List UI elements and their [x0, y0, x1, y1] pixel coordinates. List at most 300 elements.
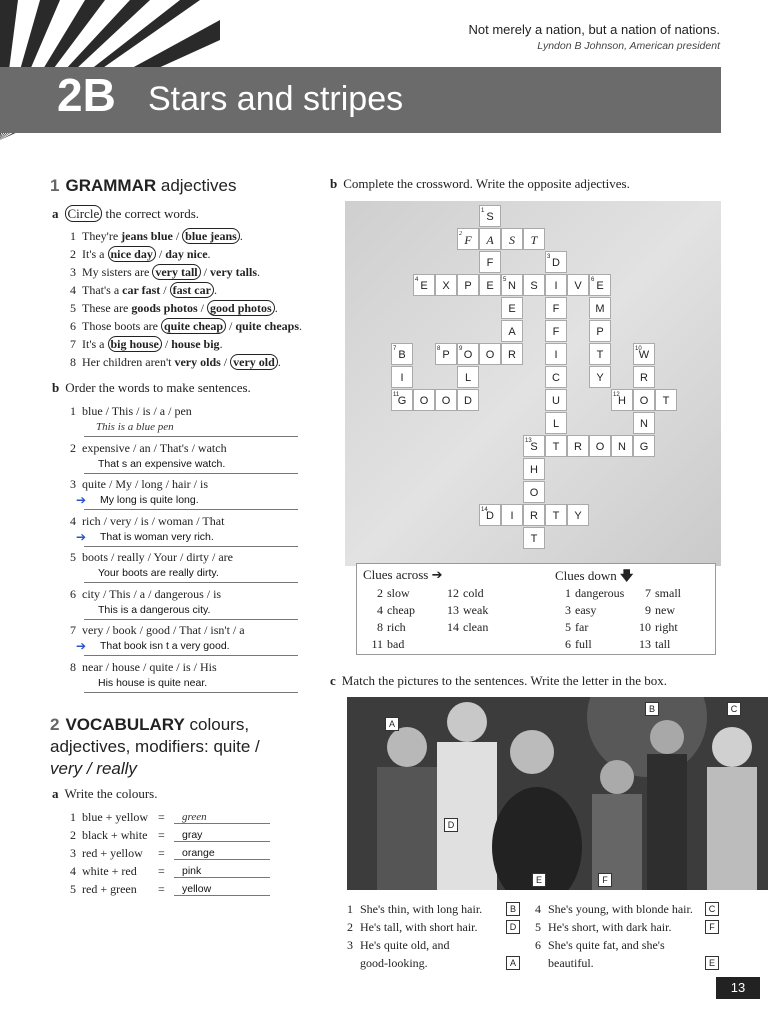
clue-number: 13 [447, 603, 459, 617]
crossword-cell: O [479, 343, 501, 365]
picture-label-b: B [645, 699, 659, 717]
answer-text: That book isn t a very good. [100, 640, 230, 652]
clue-number: 4 [415, 277, 419, 283]
clue-entry [443, 586, 519, 603]
grammar-a-item [70, 263, 330, 281]
grammar-b-item [70, 439, 300, 476]
option-two: house big [171, 337, 220, 351]
crossword-cell: T [523, 228, 545, 250]
crossword-cell: I [545, 274, 567, 296]
item-number: 4 [70, 864, 76, 878]
item-prefix: My sisters are [82, 265, 153, 279]
answer-box: D [506, 920, 520, 934]
word-prompt [70, 621, 300, 639]
grammar-b-item [70, 658, 300, 695]
match-sentence [347, 900, 532, 918]
grammar-b-instruction: b Order the words to make sentences. [52, 380, 251, 395]
answer-line [84, 566, 298, 583]
item-prefix: It's a [82, 337, 108, 351]
answer-box: E [705, 956, 719, 970]
clue-number: 11 [393, 392, 400, 398]
crossword-cell: U [545, 389, 567, 411]
grammar-b-item [70, 512, 300, 549]
crossword-cell: X [435, 274, 457, 296]
clue-entry [635, 637, 715, 654]
word-prompt [70, 402, 300, 420]
option-separator: / [200, 265, 210, 279]
crossword-cell: T [545, 435, 567, 457]
crossword-cell: S [523, 274, 545, 296]
sentence-text: He's short, with dark hair. [548, 920, 672, 934]
sentence-text-continued: beautiful. [548, 956, 594, 970]
sentence-text: He's tall, with short hair. [360, 920, 478, 934]
crossword-clues [356, 563, 716, 655]
grammar-a-item [70, 317, 330, 335]
equals-sign: = [158, 828, 165, 842]
sentence-text: She's thin, with long hair. [360, 902, 483, 916]
answer-text: pink [182, 865, 202, 877]
crossword-cell: I [501, 504, 523, 526]
arrow-right-icon: ➔ [431, 568, 443, 583]
answer-text: That is woman very rich. [100, 530, 214, 543]
word-prompt [70, 585, 300, 603]
crossword-cell: W 10 [633, 343, 655, 365]
crossword-cell: R [523, 504, 545, 526]
clue-entry [635, 603, 715, 620]
answer-text: orange [182, 847, 215, 859]
clue-number: 5 [503, 277, 507, 283]
item-number: 5 [70, 301, 76, 315]
clue-number: 6 [565, 637, 571, 651]
crossword-cell: R [501, 343, 523, 365]
clue-number: 8 [377, 620, 383, 634]
scrambled-words: very / book / good / That / isn't / a [82, 623, 245, 637]
answer-text: My long is quite long. [100, 494, 199, 506]
item-prefix: They're [82, 229, 122, 243]
colour-sum: white + red [82, 864, 137, 878]
answer-line [174, 862, 270, 878]
crossword-cell: A [501, 320, 523, 342]
clue-number: 8 [437, 346, 441, 352]
crossword-instruction: b Complete the crossword. Write the opposite adjectives. [330, 176, 630, 191]
item-number: 2 [70, 828, 76, 842]
crossword-cell: D [457, 389, 479, 411]
scrambled-words: blue / This / is / a / pen [82, 404, 192, 418]
crossword-cell: O [633, 389, 655, 411]
clue-entry [555, 620, 635, 637]
answer-box: F [705, 920, 719, 934]
party-illustration [347, 697, 768, 890]
answer-text: His house is quite near. [98, 676, 208, 689]
item-prefix: Her children aren't [82, 355, 175, 369]
clue-word: clean [463, 620, 489, 634]
word-prompt [70, 439, 300, 457]
clues-down-list [555, 586, 715, 654]
option-one: goods photos [131, 301, 198, 315]
scrambled-words: expensive / an / That's / watch [82, 440, 227, 455]
crossword-cell: T [523, 527, 545, 549]
picture-label-f: F [598, 870, 612, 888]
scrambled-words: near / house / quite / is / His [82, 659, 217, 674]
scrambled-words: city / This / a / dangerous / is [82, 586, 222, 601]
grammar-a-instruction: a Circle the correct words. [52, 206, 200, 221]
crossword-cell: N [611, 435, 633, 457]
option-one: quite cheap [161, 318, 226, 334]
item-number: 8 [70, 355, 76, 369]
answer-text: Your boots are really dirty. [98, 567, 219, 579]
crossword-cell: T [589, 343, 611, 365]
clue-number: 13 [525, 438, 532, 444]
item-number: 4 [70, 283, 76, 297]
item-prefix: That's a [82, 283, 123, 297]
clue-number: 1 [565, 586, 571, 600]
picture-label-e: E [532, 870, 546, 888]
crossword-cell: S 1 [479, 205, 501, 227]
word-prompt [70, 512, 300, 530]
option-one: very tall [152, 264, 200, 280]
item-number: 7 [70, 623, 76, 637]
clue-number: 11 [371, 637, 383, 651]
word-prompt [70, 475, 300, 493]
clue-number: 12 [613, 392, 620, 398]
grammar-b-item [70, 585, 300, 622]
crossword-grid [345, 201, 721, 566]
item-number: 1 [347, 902, 353, 916]
people-drawing [347, 697, 768, 890]
crossword-cell: F 2 [457, 228, 479, 250]
option-separator: / [197, 301, 208, 315]
clue-word: rich [387, 620, 406, 634]
equals-sign: = [158, 882, 165, 896]
clue-word: tall [655, 637, 671, 651]
clue-number: 14 [481, 507, 488, 513]
crossword-cell: I [391, 366, 413, 388]
sentence-text-continued: good-looking. [360, 956, 428, 970]
page-number: 13 [716, 977, 760, 999]
item-suffix: . [277, 355, 281, 369]
option-separator: / [160, 283, 170, 297]
clue-number: 7 [393, 346, 397, 352]
answer-line [174, 844, 270, 860]
picture-label-a: A [385, 714, 399, 732]
item-suffix: . [274, 301, 278, 315]
crossword-cell: R [633, 366, 655, 388]
crossword-cell: I [545, 343, 567, 365]
item-number: 1 [70, 810, 76, 824]
option-two: day nice [165, 247, 208, 261]
crossword-cell: P [457, 274, 479, 296]
grammar-b-item [70, 475, 300, 512]
item-prefix: These are [82, 301, 132, 315]
item-number: 3 [70, 477, 76, 491]
item-number: 6 [535, 938, 541, 952]
crossword-cell: T [545, 504, 567, 526]
crossword-cell: N [633, 412, 655, 434]
item-number: 5 [535, 920, 541, 934]
clue-word: small [655, 586, 681, 600]
crossword-cell: M [589, 297, 611, 319]
grammar-a-item [70, 245, 330, 263]
clue-word: far [575, 620, 589, 634]
crossword-cell: P 8 [435, 343, 457, 365]
crossword-cell: S 13 [523, 435, 545, 457]
crossword-cell: N 5 [501, 274, 523, 296]
clue-word: cold [463, 586, 484, 600]
item-number: 3 [70, 846, 76, 860]
crossword-cell: F [479, 251, 501, 273]
unit-title: Stars and stripes [148, 80, 404, 118]
vocabulary-heading: 2 VOCABULARY colours, adjectives, modifiers: quite / very / really [50, 715, 260, 778]
clue-number: 2 [459, 231, 462, 237]
clue-number: 13 [639, 637, 651, 651]
option-one: car fast [122, 283, 161, 297]
item-number: 6 [70, 319, 76, 333]
clue-word: bad [387, 637, 405, 651]
match-sentence [535, 900, 720, 918]
option-separator: / [172, 229, 183, 243]
grammar-a-item [70, 281, 330, 299]
crossword-cell: H [523, 458, 545, 480]
answer-text: This is a dangerous city. [98, 603, 211, 616]
item-suffix: . [257, 265, 260, 279]
clue-number: 9 [459, 346, 463, 352]
grammar-b-item [70, 402, 300, 439]
grammar-heading: 1 GRAMMAR adjectives [50, 176, 237, 195]
answer-box: C [705, 902, 719, 916]
colour-item [70, 862, 280, 880]
grammar-b-item [70, 548, 300, 585]
grammar-a-item [70, 227, 330, 245]
option-separator: / [155, 247, 166, 261]
item-number: 5 [70, 882, 76, 896]
clue-entry [367, 603, 443, 620]
item-prefix: It's a [82, 247, 108, 261]
clue-word: weak [463, 603, 489, 617]
clue-entry [635, 620, 715, 637]
crossword-cell: E 4 [413, 274, 435, 296]
quote-author: Lyndon B Johnson, American president [537, 40, 720, 52]
item-number: 3 [70, 265, 76, 279]
crossword-cell: H 12 [611, 389, 633, 411]
clue-word: right [655, 620, 678, 634]
crossword-cell: P [589, 320, 611, 342]
crossword-cell: Y [567, 504, 589, 526]
option-two: good photos [207, 300, 275, 316]
item-suffix: . [239, 229, 243, 243]
colour-item [70, 808, 280, 826]
item-number: 2 [70, 247, 76, 261]
crossword-cell: O [413, 389, 435, 411]
vocabulary-a-instruction: a Write the colours. [52, 786, 158, 801]
match-sentence [347, 918, 532, 936]
answer-text: gray [182, 829, 203, 841]
item-suffix: . [207, 247, 211, 261]
option-separator: / [220, 355, 231, 369]
option-two: very talls [210, 265, 257, 279]
colour-item [70, 826, 280, 844]
crossword-cell: V [567, 274, 589, 296]
clue-number: 10 [635, 346, 642, 352]
clue-number: 3 [565, 603, 571, 617]
clue-word: full [575, 637, 592, 651]
crossword-cell: B 7 [391, 343, 413, 365]
page-quote [469, 22, 721, 52]
answer-line [84, 676, 298, 693]
grammar-a-item [70, 299, 330, 317]
crossword-cell: F [545, 297, 567, 319]
scrambled-words: boots / really / Your / dirty / are [82, 550, 233, 564]
crossword-cell: D 3 [545, 251, 567, 273]
clue-number: 7 [645, 586, 651, 600]
option-separator: / [161, 337, 172, 351]
crossword-cell: C [545, 366, 567, 388]
clue-word: cheap [387, 603, 415, 617]
answer-line [174, 808, 270, 824]
grammar-a-item [70, 353, 330, 371]
equals-sign: = [158, 846, 165, 860]
item-number: 4 [535, 902, 541, 916]
answer-line [174, 880, 270, 896]
clue-entry [367, 586, 443, 603]
match-instruction: c Match the pictures to the sentences. Write the letter in the box. [330, 673, 667, 688]
option-one: jeans blue [121, 229, 173, 243]
clue-number: 5 [565, 620, 571, 634]
equals-sign: = [158, 864, 165, 878]
clue-entry [443, 620, 519, 637]
crossword-cell: L [457, 366, 479, 388]
clue-number: 10 [639, 620, 651, 634]
colour-sum: red + green [82, 882, 137, 896]
clue-entry [555, 603, 635, 620]
item-suffix: . [219, 337, 223, 351]
item-prefix: Those boots are [82, 319, 161, 333]
crossword-cell: Y [589, 366, 611, 388]
crossword-cell: E [501, 297, 523, 319]
item-number: 4 [70, 513, 76, 528]
answer-line [84, 457, 298, 474]
answer-box: B [506, 902, 520, 916]
clue-number: 4 [377, 603, 383, 617]
crossword-cell: S [501, 228, 523, 250]
item-number: 8 [70, 659, 76, 674]
clue-number: 3 [547, 254, 551, 260]
colour-sum: black + white [82, 828, 148, 842]
answer-text: green [182, 811, 207, 823]
answer-line [76, 639, 298, 656]
clue-number: 12 [447, 586, 459, 600]
sentence-text: He's quite old, and [360, 938, 450, 952]
crossword-cell: R [567, 435, 589, 457]
clue-entry [443, 603, 519, 620]
match-sentence [535, 936, 720, 972]
crossword-cell: A [479, 228, 501, 250]
item-number: 1 [70, 229, 76, 243]
option-one: big house [108, 336, 162, 352]
clue-entry [367, 637, 443, 654]
clue-entry [555, 586, 635, 603]
sentence-text: She's quite fat, and she's [548, 938, 665, 952]
clue-number: 9 [645, 603, 651, 617]
grammar-b-list [70, 402, 300, 694]
word-prompt [70, 658, 300, 676]
colour-sum: red + yellow [82, 846, 143, 860]
match-sentence [535, 918, 720, 936]
grammar-a-item [70, 335, 330, 353]
handwritten-arrow-icon: ➔ [76, 493, 87, 507]
item-suffix: . [213, 283, 217, 297]
clue-word: new [655, 603, 675, 617]
crossword-cell: L [545, 412, 567, 434]
clue-entry [635, 586, 715, 603]
clues-across-list [367, 586, 537, 654]
colour-item [70, 844, 280, 862]
crossword-cell: O 9 [457, 343, 479, 365]
colour-list [70, 808, 280, 898]
option-one: very olds [174, 355, 221, 369]
scrambled-words: rich / very / is / woman / That [82, 513, 225, 528]
crossword-cell: E [479, 274, 501, 296]
sentence-text: She's young, with blonde hair. [548, 902, 693, 916]
option-two: quite cheaps [235, 319, 300, 333]
crossword-cell: D 14 [479, 504, 501, 526]
grammar-b-item [70, 621, 300, 658]
arrow-down-icon: 🡇 [620, 569, 634, 584]
crossword-cell: O [589, 435, 611, 457]
handwritten-arrow-icon: ➔ [76, 529, 87, 544]
clues-across-title: Clues across ➔ [363, 567, 443, 583]
scrambled-words: quite / My / long / hair / is [82, 477, 208, 491]
crossword-cell: O [435, 389, 457, 411]
equals-sign: = [158, 810, 165, 824]
clue-number: 1 [481, 208, 485, 214]
handwritten-arrow-icon: ➔ [76, 639, 87, 653]
picture-label-c: C [727, 699, 741, 717]
option-two: blue jeans [182, 228, 240, 244]
option-one: nice day [108, 246, 156, 262]
option-two: very old [230, 354, 278, 370]
colour-sum: blue + yellow [82, 810, 149, 824]
answer-text: yellow [182, 883, 212, 895]
item-number: 1 [70, 404, 76, 418]
crossword-cell: O [523, 481, 545, 503]
item-suffix: . [299, 319, 303, 333]
grammar-a-list [70, 227, 330, 371]
colour-item [70, 880, 280, 898]
crossword-cell: G [633, 435, 655, 457]
clues-down-title: Clues down 🡇 [555, 568, 634, 584]
option-two: fast car [170, 282, 214, 298]
quote-text: Not merely a nation, but a nation of nations. [468, 22, 720, 37]
answer-line [76, 529, 298, 547]
item-number: 5 [70, 550, 76, 564]
clue-number: 14 [447, 620, 459, 634]
answer-line [76, 493, 298, 510]
crossword-cell: G 11 [391, 389, 413, 411]
unit-number: 2B [57, 69, 116, 121]
match-sentence [347, 936, 532, 972]
crossword-cell: T [655, 389, 677, 411]
clue-number: 2 [377, 586, 383, 600]
clue-entry [367, 620, 443, 637]
answer-line [84, 420, 298, 437]
item-number: 2 [70, 440, 76, 455]
answer-text: This is a blue pen [96, 421, 174, 433]
answer-text: That s an expensive watch. [98, 457, 226, 470]
clue-word: slow [387, 586, 410, 600]
item-number: 2 [347, 920, 353, 934]
item-number: 6 [70, 586, 76, 601]
clue-entry [555, 637, 635, 654]
